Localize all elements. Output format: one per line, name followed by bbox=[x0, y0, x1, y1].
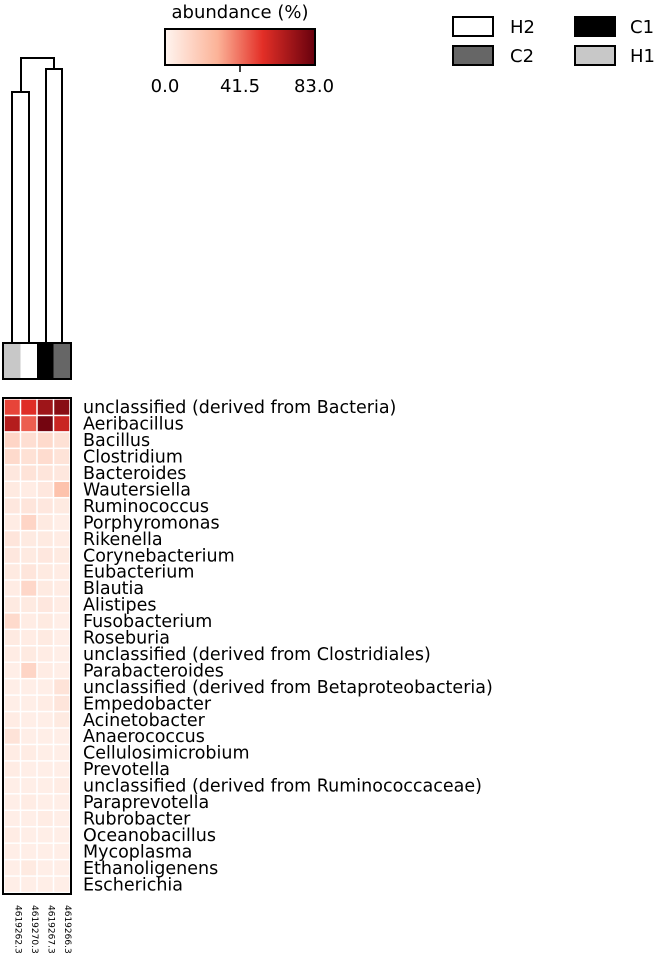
heatmap-cell bbox=[21, 696, 36, 711]
dendrogram-branch-left bbox=[12, 92, 29, 343]
heatmap-cell bbox=[5, 844, 20, 859]
row-label: Cellulosimicrobium bbox=[83, 743, 250, 764]
heatmap-cell bbox=[38, 515, 53, 530]
heatmap-cell bbox=[54, 614, 69, 629]
heatmap-cell bbox=[5, 515, 20, 530]
heatmap-cell bbox=[38, 795, 53, 810]
row-label: Oceanobacillus bbox=[83, 825, 216, 846]
row-label: Anaerococcus bbox=[83, 727, 205, 748]
heatmap-cell bbox=[5, 564, 20, 579]
heatmap-cell bbox=[38, 548, 53, 563]
heatmap-cell bbox=[21, 630, 36, 645]
row-label: Fusobacterium bbox=[83, 612, 213, 633]
group-cell bbox=[37, 343, 54, 379]
heatmap-cell bbox=[54, 778, 69, 793]
heatmap-cell bbox=[5, 696, 20, 711]
heatmap-cell bbox=[21, 564, 36, 579]
heatmap-cell bbox=[54, 811, 69, 826]
heatmap-cell bbox=[21, 498, 36, 513]
row-label: Clostridium bbox=[83, 447, 183, 468]
group-color-bar bbox=[3, 343, 71, 379]
legend bbox=[453, 17, 655, 67]
legend-label-c1: C1 bbox=[630, 17, 655, 38]
row-label: Eubacterium bbox=[83, 562, 195, 583]
row-label: unclassified (derived from Clostridiales) bbox=[83, 644, 431, 665]
heatmap-cell bbox=[5, 729, 20, 744]
heatmap-cell bbox=[54, 729, 69, 744]
heatmap-cell bbox=[54, 827, 69, 842]
legend-swatch-h2 bbox=[453, 17, 493, 36]
dendrogram bbox=[12, 58, 62, 343]
row-label: Paraprevotella bbox=[83, 793, 210, 814]
heatmap-cell bbox=[21, 400, 36, 415]
legend-label-h2: H2 bbox=[510, 17, 535, 38]
heatmap-cell bbox=[54, 860, 69, 875]
heatmap-cell bbox=[54, 712, 69, 727]
heatmap-cell bbox=[38, 745, 53, 760]
heatmap-cell bbox=[38, 860, 53, 875]
heatmap-cell bbox=[38, 630, 53, 645]
heatmap-cell bbox=[5, 449, 20, 464]
column-label: 4619270.3 bbox=[28, 905, 39, 954]
row-label: unclassified (derived from Bacteria) bbox=[83, 398, 397, 419]
heatmap-cell bbox=[5, 416, 20, 431]
heatmap-cell bbox=[54, 597, 69, 612]
heatmap-cell bbox=[38, 597, 53, 612]
heatmap-cell bbox=[54, 844, 69, 859]
heatmap-cell bbox=[21, 877, 36, 892]
dendrogram-branch-right bbox=[46, 69, 62, 343]
heatmap-cell bbox=[38, 400, 53, 415]
heatmap-cell bbox=[5, 827, 20, 842]
heatmap-cell bbox=[5, 778, 20, 793]
heatmap-cell bbox=[38, 416, 53, 431]
heatmap-cell bbox=[54, 548, 69, 563]
column-label: 4619267.3 bbox=[45, 905, 56, 954]
heatmap-cell bbox=[54, 416, 69, 431]
row-label: Bacteroides bbox=[83, 464, 187, 485]
heatmap-cell bbox=[38, 827, 53, 842]
heatmap-cell bbox=[54, 679, 69, 694]
heatmap-cell bbox=[5, 400, 20, 415]
heatmap-cell bbox=[54, 564, 69, 579]
heatmap-cell bbox=[21, 597, 36, 612]
heatmap-cell bbox=[54, 433, 69, 448]
heatmap-cell bbox=[5, 482, 20, 497]
heatmap-cell bbox=[38, 696, 53, 711]
row-label: Prevotella bbox=[83, 760, 170, 781]
legend-swatch-h1 bbox=[575, 46, 615, 65]
heatmap-cell bbox=[5, 581, 20, 596]
heatmap-cells bbox=[5, 400, 70, 892]
heatmap-cell bbox=[5, 663, 20, 678]
heatmap-cell bbox=[38, 663, 53, 678]
colorbar bbox=[151, 2, 334, 97]
heatmap-cell bbox=[21, 581, 36, 596]
heatmap-cell bbox=[21, 745, 36, 760]
heatmap-cell bbox=[21, 614, 36, 629]
colorbar-tick-mid-label: 41.5 bbox=[219, 76, 261, 97]
heatmap-cell bbox=[54, 647, 69, 662]
colorbar-tick-min: 0.0 bbox=[150, 76, 180, 97]
heatmap-cell bbox=[38, 498, 53, 513]
colorbar-gradient bbox=[165, 29, 315, 65]
heatmap-cell bbox=[54, 515, 69, 530]
row-label: Porphyromonas bbox=[83, 513, 220, 534]
heatmap-cell bbox=[38, 778, 53, 793]
heatmap-cell bbox=[21, 795, 36, 810]
row-label: Escherichia bbox=[83, 875, 184, 896]
heatmap-cell bbox=[21, 515, 36, 530]
heatmap-cell bbox=[38, 811, 53, 826]
heatmap-cell bbox=[38, 564, 53, 579]
heatmap-cell bbox=[21, 844, 36, 859]
row-label: Rikenella bbox=[83, 529, 163, 550]
heatmap-cell bbox=[54, 745, 69, 760]
heatmap-cell bbox=[21, 548, 36, 563]
heatmap-cell bbox=[38, 531, 53, 546]
row-label: Ethanoligenens bbox=[83, 858, 219, 879]
heatmap-cell bbox=[21, 827, 36, 842]
heatmap-cell bbox=[5, 647, 20, 662]
heatmap-cell bbox=[38, 844, 53, 859]
heatmap-cell bbox=[38, 877, 53, 892]
heatmap-cell bbox=[21, 860, 36, 875]
heatmap-cell bbox=[38, 729, 53, 744]
heatmap-cell bbox=[21, 433, 36, 448]
group-cell bbox=[4, 343, 21, 379]
heatmap-cell bbox=[21, 466, 36, 481]
heatmap-cell bbox=[5, 433, 20, 448]
row-labels bbox=[83, 398, 493, 895]
heatmap-cell bbox=[54, 762, 69, 777]
heatmap-cell bbox=[54, 449, 69, 464]
row-label: Blautia bbox=[83, 579, 145, 600]
heatmap-cell bbox=[38, 762, 53, 777]
legend-swatch-c1 bbox=[575, 17, 615, 36]
legend-label-c2: C2 bbox=[510, 46, 535, 67]
heatmap-cell bbox=[38, 581, 53, 596]
heatmap-cell bbox=[54, 400, 69, 415]
column-label: 4619262.3 bbox=[12, 905, 23, 954]
heatmap-cell bbox=[21, 663, 36, 678]
heatmap-cell bbox=[21, 762, 36, 777]
row-label: Rubrobacter bbox=[83, 809, 191, 830]
heatmap-cell bbox=[5, 811, 20, 826]
row-label: Ruminococcus bbox=[83, 496, 209, 517]
heatmap-cell bbox=[21, 531, 36, 546]
heatmap-cell bbox=[38, 433, 53, 448]
column-labels bbox=[12, 905, 72, 954]
row-label: Mycoplasma bbox=[83, 842, 193, 863]
column-label: 4619266.3 bbox=[61, 905, 72, 954]
colorbar-label: abundance (%) bbox=[171, 2, 309, 23]
heatmap-cell bbox=[5, 531, 20, 546]
colorbar-tick-max: 83.0 bbox=[293, 76, 335, 97]
row-label: Empedobacter bbox=[83, 694, 212, 715]
heatmap-cell bbox=[21, 482, 36, 497]
heatmap-cell bbox=[5, 548, 20, 563]
row-label: Parabacteroides bbox=[83, 661, 224, 682]
heatmap-cell bbox=[54, 498, 69, 513]
heatmap-cell bbox=[5, 614, 20, 629]
row-label: Corynebacterium bbox=[83, 546, 235, 567]
heatmap-cell bbox=[5, 762, 20, 777]
heatmap-cell bbox=[38, 466, 53, 481]
heatmap-cell bbox=[21, 729, 36, 744]
heatmap-cell bbox=[38, 449, 53, 464]
heatmap-cell bbox=[21, 712, 36, 727]
row-label: Wautersiella bbox=[83, 480, 192, 501]
heatmap-cell bbox=[54, 877, 69, 892]
heatmap-cell bbox=[5, 679, 20, 694]
heatmap-cell bbox=[21, 679, 36, 694]
heatmap-cell bbox=[21, 647, 36, 662]
heatmap-cell bbox=[54, 795, 69, 810]
row-label: Acinetobacter bbox=[83, 710, 205, 731]
heatmap-cell bbox=[38, 679, 53, 694]
group-cell bbox=[21, 343, 38, 379]
dendrogram-branch-root bbox=[21, 58, 54, 92]
legend-label-h1: H1 bbox=[630, 46, 655, 67]
heatmap-cell bbox=[54, 581, 69, 596]
row-label: Roseburia bbox=[83, 628, 170, 649]
row-label: unclassified (derived from Betaproteobacteria) bbox=[83, 677, 493, 698]
heatmap-cell bbox=[21, 416, 36, 431]
group-cell bbox=[54, 343, 71, 379]
heatmap-cell bbox=[5, 745, 20, 760]
heatmap-cell bbox=[5, 860, 20, 875]
heatmap-cell bbox=[5, 877, 20, 892]
heatmap-cell bbox=[21, 449, 36, 464]
heatmap-cell bbox=[54, 466, 69, 481]
heatmap-cell bbox=[54, 663, 69, 678]
heatmap-cell bbox=[5, 466, 20, 481]
heatmap-cell bbox=[54, 696, 69, 711]
heatmap-cell bbox=[38, 647, 53, 662]
row-label: unclassified (derived from Ruminococcaceae) bbox=[83, 776, 482, 797]
heatmap-cell bbox=[5, 630, 20, 645]
heatmap-cell bbox=[21, 811, 36, 826]
row-label: Alistipes bbox=[83, 595, 157, 616]
heatmap-cell bbox=[38, 482, 53, 497]
heatmap-cell bbox=[5, 498, 20, 513]
heatmap-cell bbox=[54, 630, 69, 645]
heatmap-cell bbox=[38, 712, 53, 727]
heatmap-cell bbox=[38, 614, 53, 629]
legend-swatch-c2 bbox=[453, 46, 493, 65]
heatmap-cell bbox=[5, 712, 20, 727]
row-label: Aeribacillus bbox=[83, 414, 184, 435]
heatmap-cell bbox=[5, 597, 20, 612]
heatmap-cell bbox=[54, 482, 69, 497]
row-label: Bacillus bbox=[83, 431, 151, 452]
heatmap-cell bbox=[5, 795, 20, 810]
heatmap-cell bbox=[54, 531, 69, 546]
heatmap-cell bbox=[21, 778, 36, 793]
